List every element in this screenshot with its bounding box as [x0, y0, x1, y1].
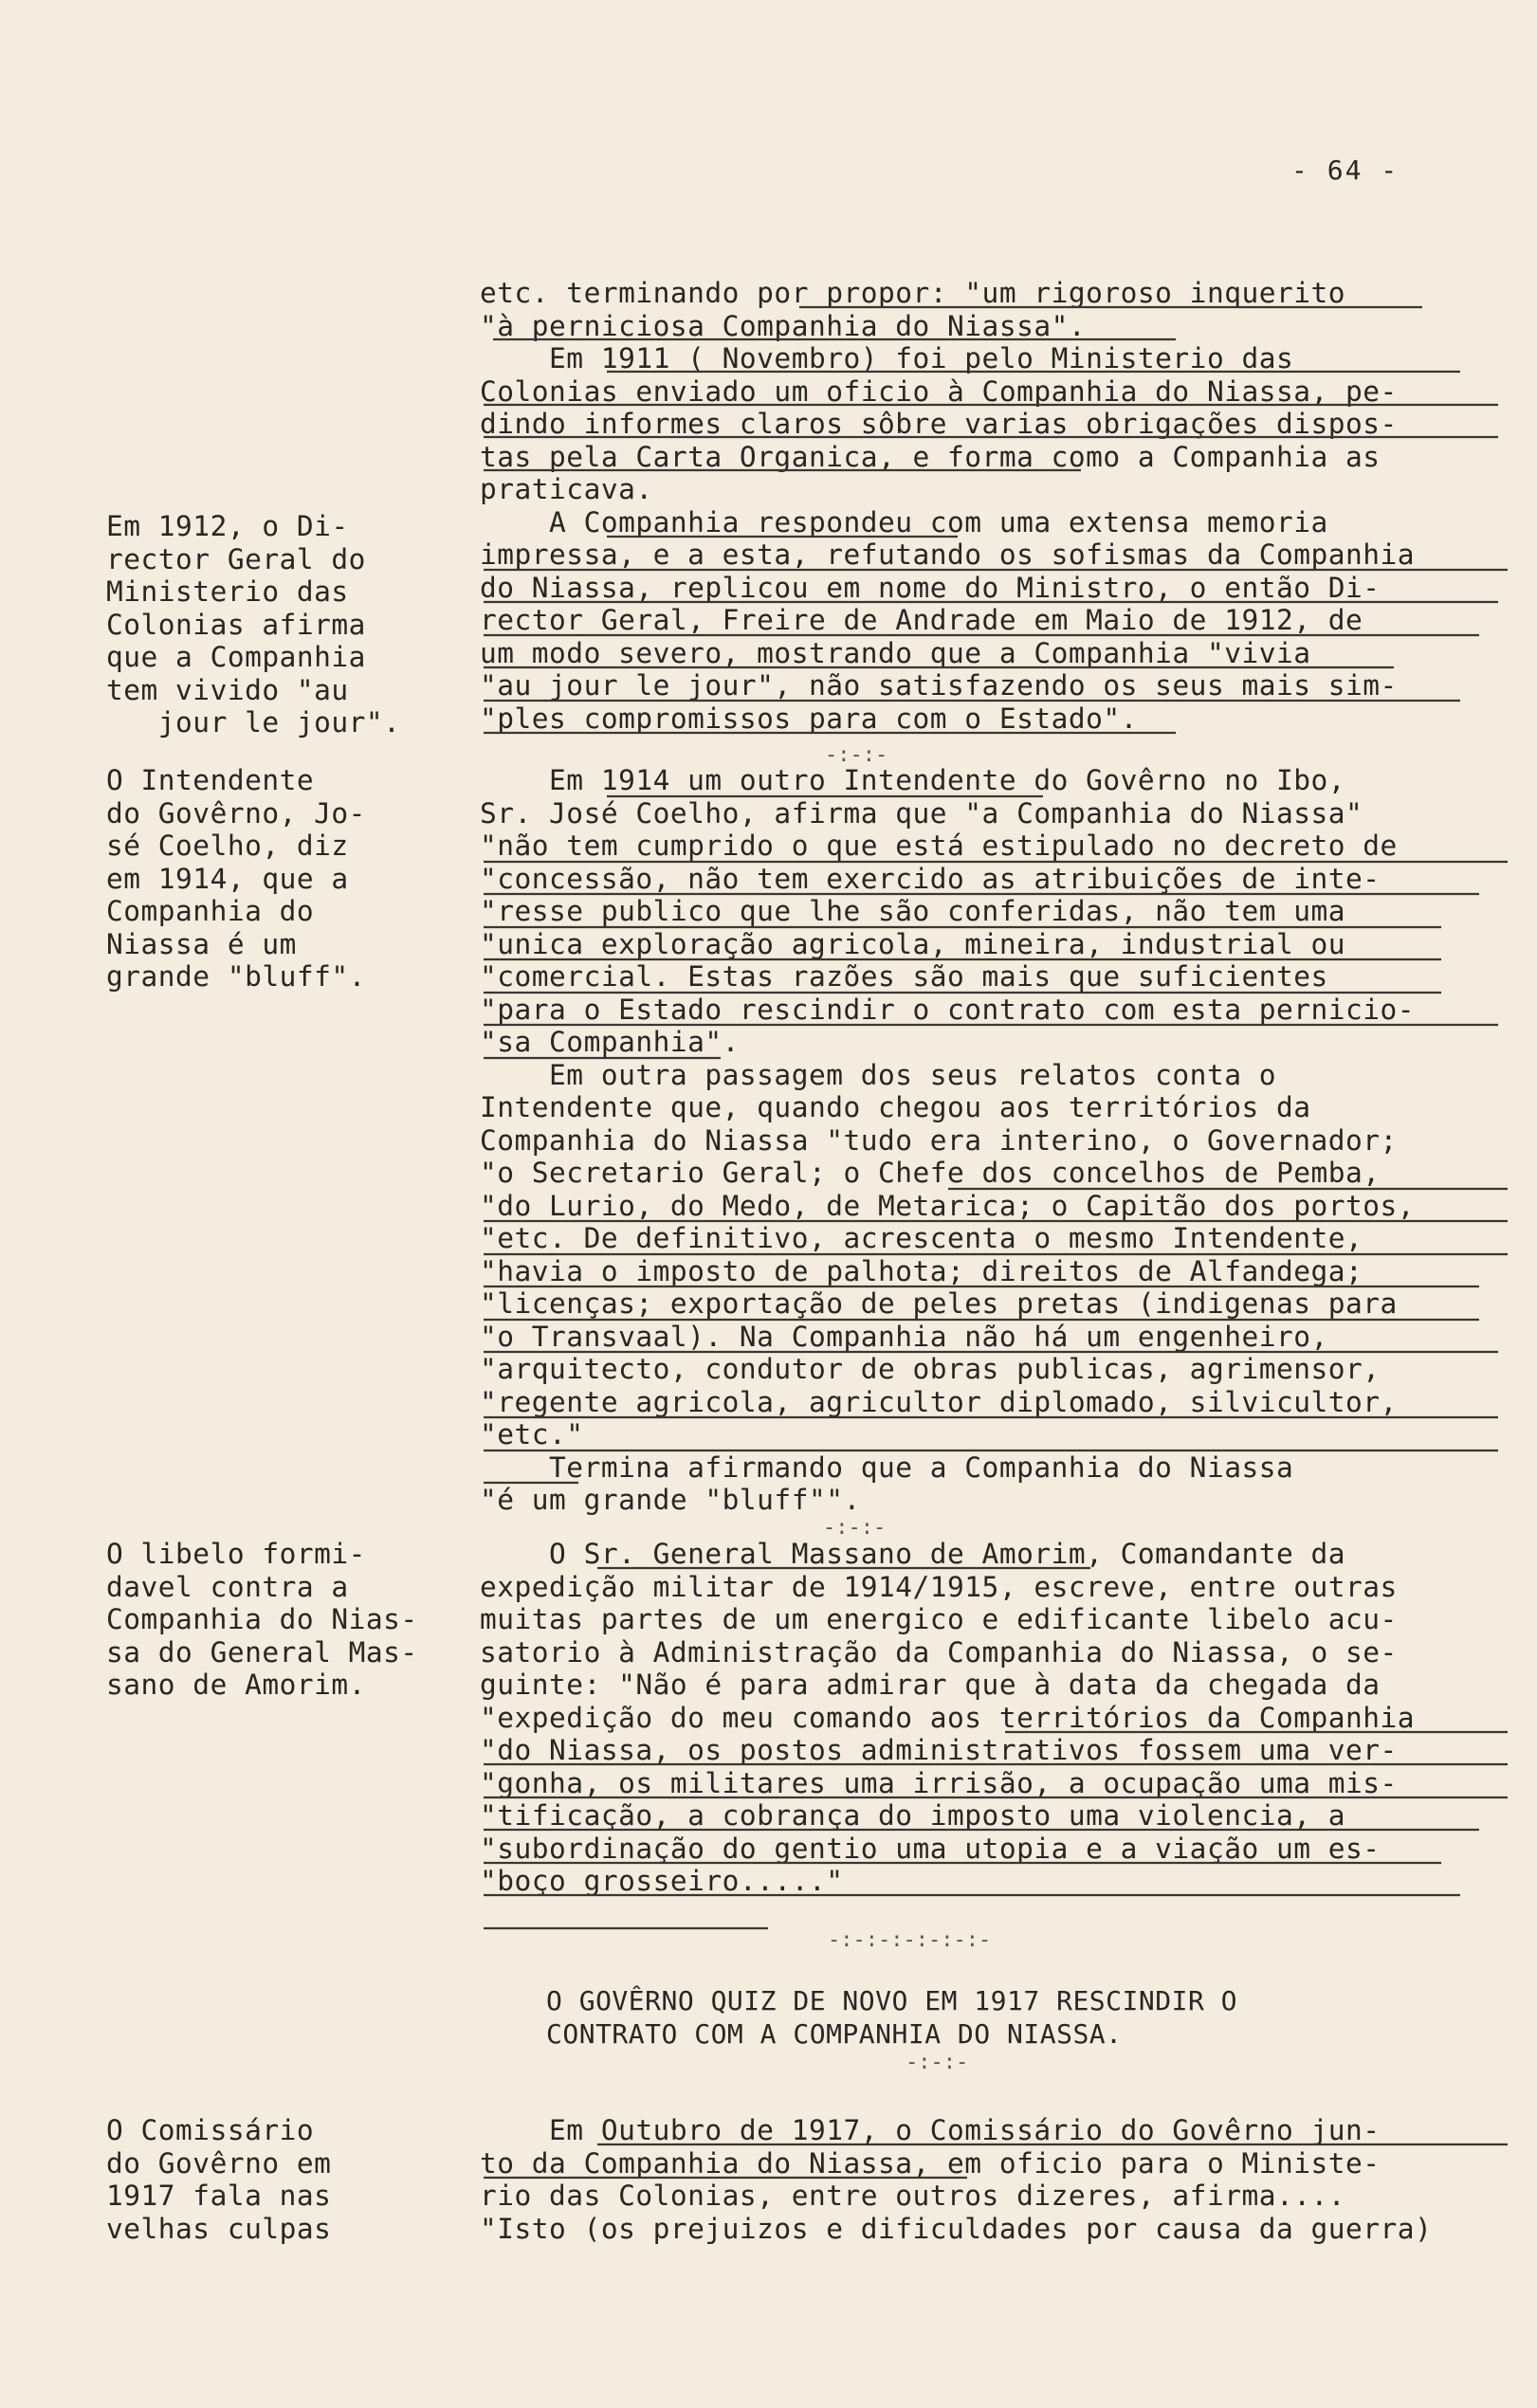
margin-note-1917: O Comissário do Govêrno em 1917 fala nas velhas culpas — [106, 2114, 332, 2245]
margin-note-libelo: O libelo formi- davel contra a Companhia do Nias- sa do General Mas- sano de Amorim. — [106, 1538, 418, 1701]
main-paragraph-1914: Em 1914 um outro Intendente do Govêrno no Ibo, Sr. José Coelho, afirma que "a Companhia do Niassa" "não tem cumprido o que está estipulado no decreto de "concessão, não tem exercido as atribuições de inte- "resse publico que lhe são conferidas, não tem uma "unica exploração agricola, mineira, industrial ou "comercial. Estas razões são mais que suficientes "para o Estado rescindir o contrato com esta pernicio- "sa Companhia". Em outra passagem dos seus relatos conta o Intendente que, quando chegou aos territórios da Companhia do Niassa "tudo era interino, o Governador; "o Secretario Geral; o Chefe dos concelhos de Pemba, "do Lurio, do Medo, de Metarica; o Capitão dos portos, "etc. De definitivo, acrescenta o mesmo Intendente, "havia o imposto de palhota; direitos de Alfandega; "licenças; exportação de peles pretas (indigenas para "o Transvaal). Na Companhia não há um engenheiro, "arquitecto, condutor de obras publicas, agrimensor, "regente agricola, agricultor diplomado, silvicultor, "etc." Termina afirmando que a Companhia do Niassa "é um grande "bluff"". — [480, 764, 1416, 1516]
separator-4: -:-:- — [906, 2051, 969, 2074]
main-paragraph-1911-1912: etc. terminando por propor: "um rigoroso inquerito "à perniciosa Companhia do Niassa". Em 1911 ( Novembro) foi pelo Ministerio das Colonias enviado um oficio à Companhia do Niassa, pe- dindo informes claros sôbre varias obrigações dispos- tas pela Carta Organica, e forma como a Companhia as praticava. A Companhia respondeu com uma extensa memoria impressa, e a esta, refutando os sofismas da Companhia do Niassa, replicou em nome do Ministro, o então Di- rector Geral, Freire de Andrade em Maio de 1912, de um modo severo, mostrando que a Companhia "vivia "au jour le jour", não satisfazendo os seus mais sim- "ples compromissos para com o Estado". — [480, 277, 1416, 735]
page-number: - 64 - — [1291, 155, 1400, 186]
margin-note-1912: Em 1912, o Di- rector Geral do Ministerio das Colonias afirma que a Companhia tem vivido "au jour le jour". — [106, 510, 401, 739]
separator-1: -:-:- — [825, 743, 888, 767]
main-paragraph-1917: Em Outubro de 1917, o Comissário do Govêrno jun- to da Companhia do Niassa, em oficio para o Ministe- rio das Colonias, entre outros dizeres, afirma.... "Isto (os prejuizos e dificuldades por causa da guerra) — [480, 2114, 1433, 2245]
margin-note-1914: O Intendente do Govêrno, Jo- sé Coelho, diz em 1914, que a Companhia do Niassa é um grande "bluff". — [106, 764, 366, 993]
separator-2: -:-:- — [823, 1516, 887, 1540]
section-heading: O GOVÊRNO QUIZ DE NOVO EM 1917 RESCINDIR O CONTRATO COM A COMPANHIA DO NIASSA. — [546, 1985, 1238, 2050]
separator-3: -:-:-:-:-:-:- — [828, 1928, 992, 1952]
main-paragraph-general-massano: O Sr. General Massano de Amorim, Comandante da expedição militar de 1914/1915, escreve, entre outras muitas partes de um energico e edificante libelo acu- satorio à Administração da Companhia do Niassa, o se- guinte: "Não é para admirar que à data da chegada da "expedição do meu comando aos territórios da Companhia "do Niassa, os postos administrativos fossem uma ver- "gonha, os militares uma irrisão, a ocupação uma mis- "tificação, a cobrança do imposto uma violencia, a "subordinação do gentio uma utopia e a viação um es- "boço grosseiro....." — [480, 1538, 1416, 1897]
